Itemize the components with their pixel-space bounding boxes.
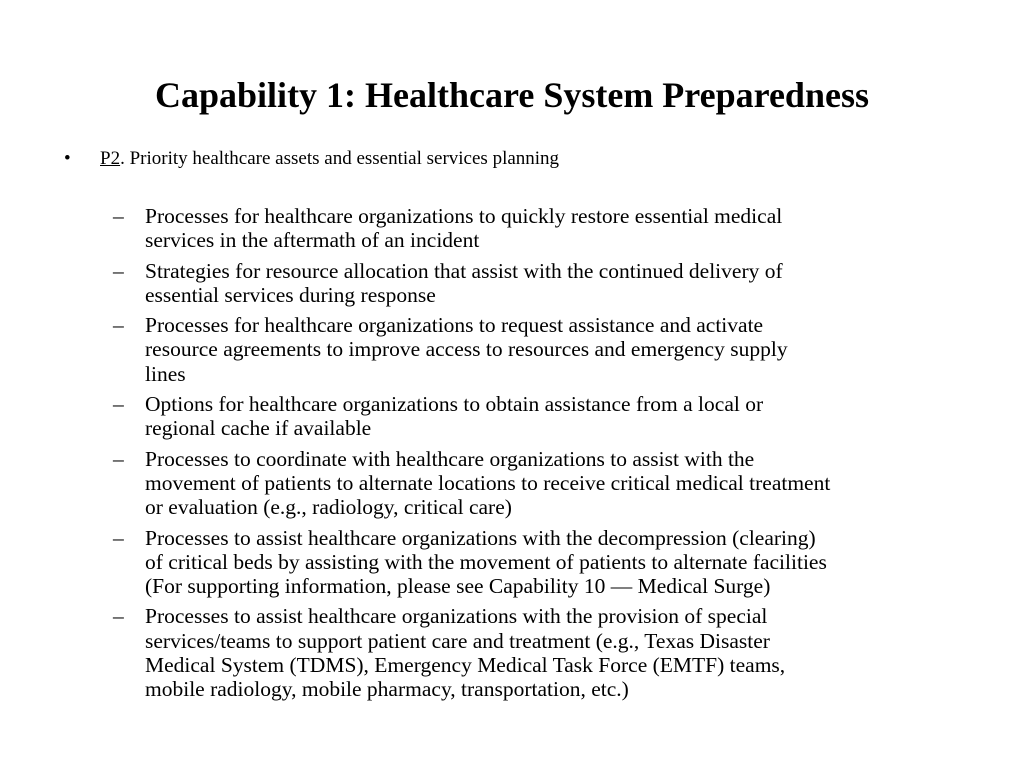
bullet-symbol: • xyxy=(64,148,71,169)
sub-bullet-line: resource agreements to improve access to resources and emergency supply xyxy=(145,337,788,362)
sub-bullet-item xyxy=(113,604,973,701)
sub-bullet-dash: – xyxy=(113,604,124,629)
sub-bullet-line: Processes to coordinate with healthcare organizations to assist with the xyxy=(145,446,755,471)
sub-bullet-line: of critical beds by assisting with the movement of patients to alternate facilities xyxy=(145,549,827,574)
sub-bullet-item xyxy=(113,204,973,253)
slide-title: Capability 1: Healthcare System Preparedness xyxy=(155,75,869,115)
sub-bullet-line: services in the aftermath of an incident xyxy=(145,228,480,253)
sub-bullet-line: Strategies for resource allocation that assist with the continued delivery of xyxy=(145,258,783,283)
sub-bullet-list xyxy=(113,204,973,708)
sub-bullet-line: lines xyxy=(145,361,186,386)
sub-bullet-line: Medical System (TDMS), Emergency Medical Task Force (EMTF) teams, xyxy=(145,653,786,678)
bullet-code: P2 xyxy=(100,148,121,169)
sub-bullet-dash: – xyxy=(113,446,124,471)
sub-bullet-item xyxy=(113,392,973,441)
sub-bullet-line: movement of patients to alternate locations to receive critical medical treatment xyxy=(145,470,831,495)
sub-bullet-line: (For supporting information, please see Capability 10 — Medical Surge) xyxy=(145,574,771,599)
sub-bullet-dash: – xyxy=(113,258,124,283)
sub-bullet-dash: – xyxy=(113,392,124,417)
sub-bullet-line: Options for healthcare organizations to obtain assistance from a local or xyxy=(145,392,764,417)
sub-bullet-line: essential services during response xyxy=(145,282,436,307)
sub-bullet-item xyxy=(113,526,973,599)
sub-bullet-line: Processes to assist healthcare organizations with the provision of special xyxy=(145,604,768,629)
sub-bullet-line: services/teams to support patient care and treatment (e.g., Texas Disaster xyxy=(145,628,770,653)
sub-bullet-line: mobile radiology, mobile pharmacy, transportation, etc.) xyxy=(145,677,629,702)
sub-bullet-line: Processes for healthcare organizations to request assistance and activate xyxy=(145,313,764,338)
sub-bullet-dash: – xyxy=(113,204,124,228)
sub-bullet-line: regional cache if available xyxy=(145,416,372,441)
sub-bullet-line: Processes to assist healthcare organizations with the decompression (clearing) xyxy=(145,525,816,550)
sub-bullet-dash: – xyxy=(113,525,124,550)
sub-bullet-line: Processes for healthcare organizations to quickly restore essential medical xyxy=(145,204,783,228)
bullet-description: . Priority healthcare assets and essential services planning xyxy=(120,148,560,169)
main-bullet-text xyxy=(100,146,559,172)
sub-bullet-item xyxy=(113,313,973,386)
sub-bullet-dash: – xyxy=(113,313,124,338)
sub-bullet-item xyxy=(113,447,973,520)
sub-bullet-line: or evaluation (e.g., radiology, critical care) xyxy=(145,495,512,520)
sub-bullet-item xyxy=(113,259,973,308)
